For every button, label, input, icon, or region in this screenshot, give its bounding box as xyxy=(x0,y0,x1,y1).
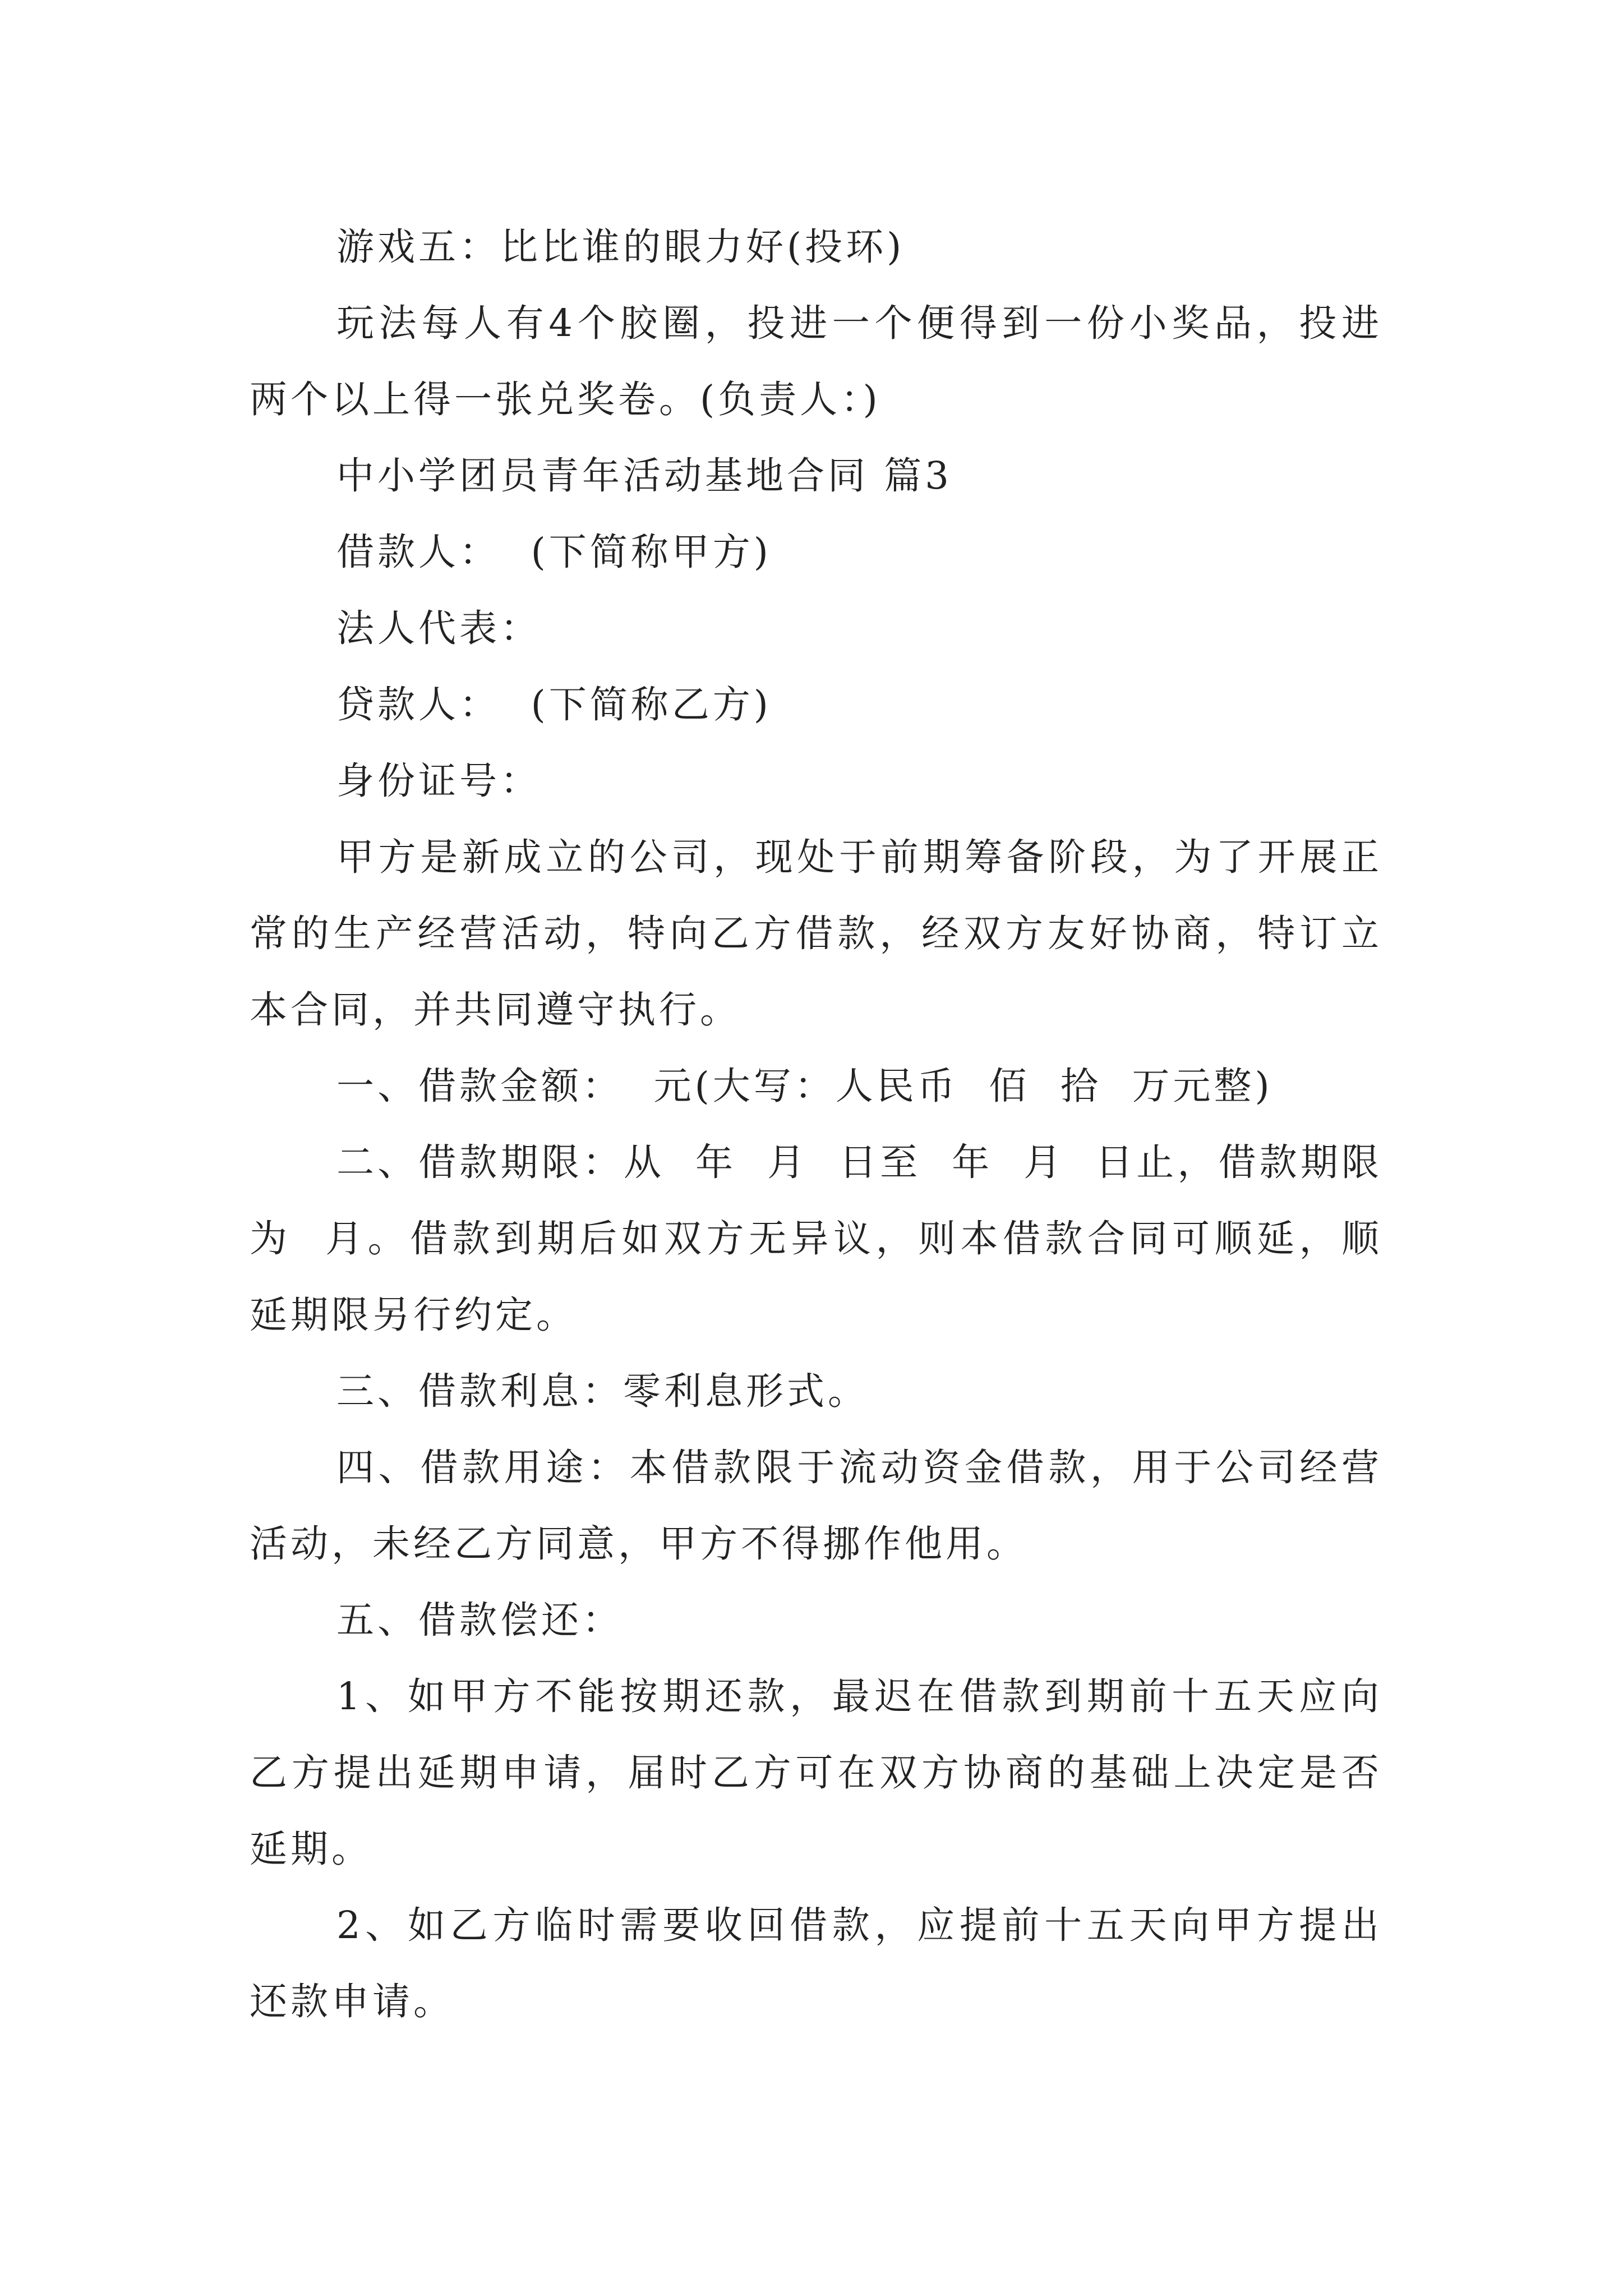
paragraph-borrower: 借款人： (下简称甲方) xyxy=(336,530,772,574)
paragraph-game-five: 游戏五：比比谁的眼力好(投环) xyxy=(336,225,905,269)
paragraph-lender: 贷款人： (下简称乙方) xyxy=(336,683,772,726)
clause-loan-term: 二、借款期限：从 年 月 日至 年 月 日止，借款期限为 月。借款到期后如双方无异议，则本借款合同可顺延，顺延期限另行约定。 xyxy=(250,1140,1382,1337)
clause-loan-purpose: 四、借款用途：本借款限于流动资金借款，用于公司经营活动，未经乙方同意，甲方不得挪作他用。 xyxy=(250,1446,1382,1566)
paragraph-legal-representative: 法人代表： xyxy=(336,606,541,650)
clause-repayment-heading: 五、借款偿还： xyxy=(336,1598,623,1642)
clause-repayment-item-2: 2、如乙方临时需要收回借款，应提前十五天向甲方提出还款申请。 xyxy=(250,1903,1382,2023)
section-heading: 中小学团员青年活动基地合同 篇3 xyxy=(336,454,952,498)
paragraph-game-rules: 玩法每人有4个胶圈，投进一个便得到一份小奖品，投进两个以上得一张兑奖卷。(负责人：) xyxy=(250,301,1382,421)
document-body xyxy=(250,209,1382,2040)
paragraph-preamble: 甲方是新成立的公司，现处于前期筹备阶段，为了开展正常的生产经营活动，特向乙方借款，经双方友好协商，特订立本合同，并共同遵守执行。 xyxy=(250,835,1382,1032)
clause-loan-interest: 三、借款利息：零利息形式。 xyxy=(336,1369,869,1413)
clause-loan-amount: 一、借款金额： 元(大写：人民币 佰 拾 万元整) xyxy=(336,1064,1273,1108)
paragraph-id-number: 身份证号： xyxy=(336,759,541,803)
clause-repayment-item-1: 1、如甲方不能按期还款，最迟在借款到期前十五天应向乙方提出延期申请，届时乙方可在双方协商的基础上决定是否延期。 xyxy=(250,1674,1382,1871)
